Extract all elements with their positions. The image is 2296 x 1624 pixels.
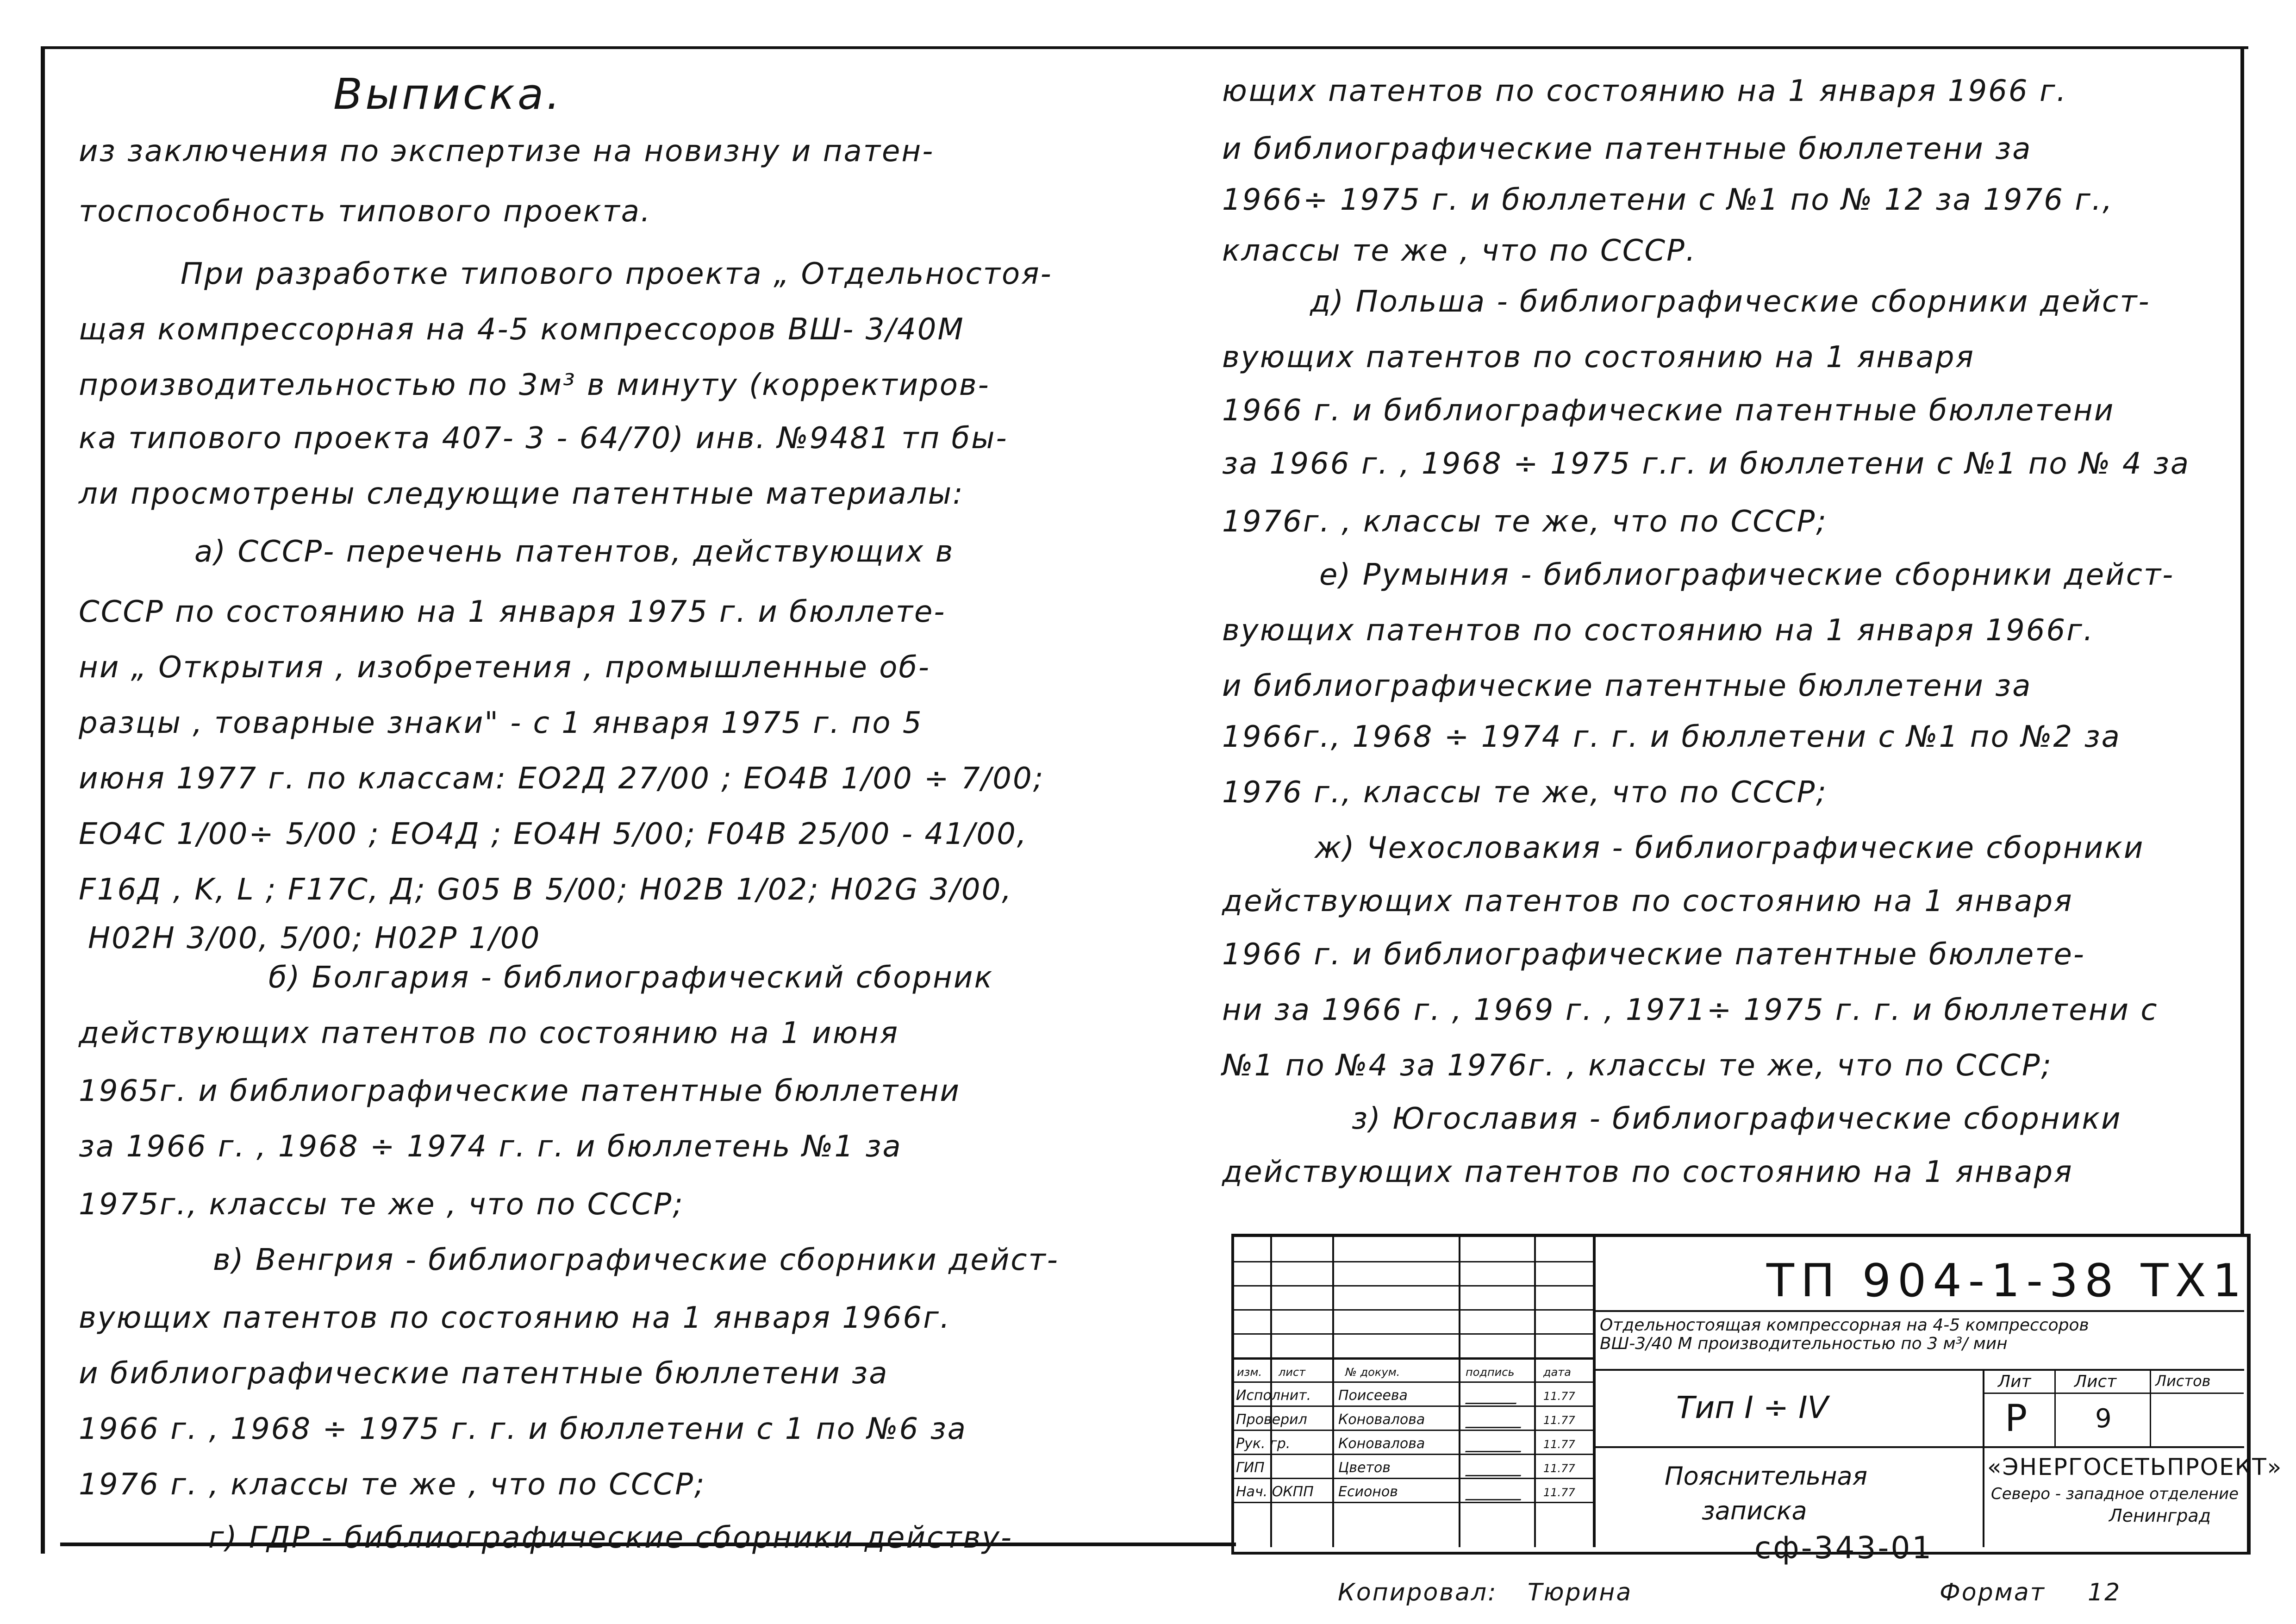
tb-date: 11.77 <box>1543 1462 1575 1475</box>
tb-grid-line <box>1234 1285 1593 1287</box>
text-line: з) Югославия - библиографические сборники <box>1352 1102 2122 1136</box>
text-line: ка типового проекта 407- 3 - 64/70) инв. №9481 тп бы- <box>79 421 1008 456</box>
text-line: за 1966 г. , 1968 ÷ 1975 г.г. и бюллетени с №1 по № 4 за <box>1222 447 2190 481</box>
sheet-value: 9 <box>2095 1404 2112 1434</box>
tb-role: Рук. гр. <box>1236 1436 1291 1452</box>
text-line: действующих патентов по состоянию на 1 июня <box>79 1016 899 1050</box>
tb-role: Исполнит. <box>1236 1387 1311 1404</box>
text-line: и библиографические патентные бюллетени за <box>1222 669 2032 703</box>
frame-right-border <box>2240 46 2244 1234</box>
text-line: 1975г., классы те же , что по СССР; <box>79 1187 684 1222</box>
sheets-header: Листов <box>2155 1372 2211 1390</box>
document-code: ТП 904-1-38 ТХ1 <box>1766 1255 2248 1307</box>
text-line: 1966г., 1968 ÷ 1974 г. г. и бюллетени с №1 по №2 за <box>1222 720 2121 754</box>
tb-grid-line <box>1234 1357 1593 1360</box>
tb-date: 11.77 <box>1543 1438 1575 1451</box>
tb-grid-line <box>1984 1393 2244 1394</box>
tb-grid-line <box>1234 1381 1593 1383</box>
copied-by-name: Тюрина <box>1528 1579 1633 1606</box>
text-line: ющих патентов по состоянию на 1 января 1966 г. <box>1222 74 2067 108</box>
text-line: и библиографические патентные бюллетени за <box>1222 132 2032 166</box>
type-label: Тип I ÷ IV <box>1676 1390 1828 1425</box>
tb-grid-line <box>1594 1446 2244 1448</box>
text-line: за 1966 г. , 1968 ÷ 1974 г. г. и бюллетень №1 за <box>79 1130 902 1164</box>
tb-name: Коновалова <box>1338 1412 1425 1428</box>
format-label: Формат <box>1940 1579 2046 1606</box>
signature <box>1465 1413 1526 1428</box>
tb-grid-line <box>1234 1478 1593 1479</box>
tb-grid-line <box>1332 1237 1334 1547</box>
tb-name: Есионов <box>1338 1484 1398 1500</box>
text-line: 1976 г., классы те же, что по СССР; <box>1222 775 1828 810</box>
tb-grid-line <box>1594 1369 2244 1371</box>
text-line: 1966 г. и библиографические патентные бюллетени <box>1222 394 2115 428</box>
tb-header-list: лист <box>1279 1366 1306 1379</box>
text-line: а) СССР- перечень патентов, действующих в <box>194 535 955 569</box>
text-line: июня 1977 г. по классам: ЕО2Д 27/00 ; ЕО4В 1/00 ÷ 7/00; <box>79 762 1045 796</box>
tb-header-doc: № докум. <box>1345 1366 1400 1379</box>
organization-city: Ленинград <box>2109 1505 2211 1526</box>
tb-grid-line <box>1234 1430 1593 1431</box>
document-heading: Выписка. <box>333 69 563 119</box>
text-line: классы те же , что по СССР. <box>1222 234 1697 268</box>
text-line: г) ГДР - библиографические сборники действу- <box>208 1521 1013 1555</box>
tb-date: 11.77 <box>1543 1486 1575 1499</box>
organization-name: «ЭНЕРГОСЕТЬПРОЕКТ» <box>1987 1454 2283 1480</box>
text-line: 1976г. , классы те же, что по СССР; <box>1222 505 1828 539</box>
stage-header: Лит <box>1998 1372 2031 1391</box>
title-block <box>1231 1234 2283 1555</box>
text-line: 1976 г. , классы те же , что по СССР; <box>79 1468 706 1502</box>
text-line: 1966÷ 1975 г. и бюллетени с №1 по № 12 за 1976 г., <box>1222 183 2114 217</box>
tb-role: Нач. ОКПП <box>1236 1484 1314 1500</box>
tb-grid-line <box>1234 1454 1593 1455</box>
text-line: действующих патентов по состоянию на 1 января <box>1222 884 2073 918</box>
signature <box>1465 1485 1526 1500</box>
signature <box>1465 1437 1526 1452</box>
tb-grid-line <box>2054 1369 2056 1446</box>
tb-grid-line <box>1983 1369 1984 1547</box>
project-description-line1: Отдельностоящая компрессорная на 4-5 компрессоров <box>1600 1316 2089 1335</box>
tb-grid-line <box>1234 1261 1593 1262</box>
text-line: из заключения по экспертизе на новизну и патен- <box>79 134 935 169</box>
text-line: разцы , товарные знаки" - с 1 января 1975 г. по 5 <box>79 706 923 740</box>
text-line: в) Венгрия - библиографические сборники дейст- <box>213 1243 1059 1277</box>
text-line: ни за 1966 г. , 1969 г. , 1971÷ 1975 г. г. и бюллетени с <box>1222 993 2159 1027</box>
document-name-line2: записка <box>1702 1496 1807 1525</box>
project-description-line2: ВШ-3/40 М производительностью по 3 м³/ мин <box>1600 1334 2008 1353</box>
tb-name: Цветов <box>1338 1460 1391 1476</box>
text-line: ЕО4С 1/00÷ 5/00 ; ЕО4Д ; ЕО4Н 5/00; F04B 25/00 - 41/00, <box>79 817 1028 851</box>
tb-header-date: дата <box>1543 1366 1571 1379</box>
document-name-line1: Пояснительная <box>1665 1462 1868 1491</box>
tb-grid-line <box>1459 1237 1460 1547</box>
text-line: тоспособность типового проекта. <box>79 194 652 229</box>
text-line: е) Румыния - библиографические сборники дейст- <box>1319 558 2175 592</box>
text-line: СССР по состоянию на 1 января 1975 г. и бюллете- <box>79 595 946 629</box>
tb-grid-line <box>1234 1333 1593 1335</box>
text-line: 1966 г. и библиографические патентные бюллете- <box>1222 937 2085 972</box>
text-line: H02H 3/00, 5/00; H02P 1/00 <box>88 921 541 956</box>
tb-date: 11.77 <box>1543 1390 1575 1403</box>
signature <box>1465 1389 1522 1404</box>
text-line: ли просмотрены следующие патентные материалы: <box>79 477 964 511</box>
text-line: 1966 г. , 1968 ÷ 1975 г. г. и бюллетени с 1 по №6 за <box>79 1412 967 1446</box>
tb-name: Поисеева <box>1338 1387 1408 1404</box>
tb-role: Проверил <box>1236 1412 1307 1428</box>
signature <box>1465 1461 1526 1476</box>
stage-value: Р <box>2005 1397 2028 1440</box>
text-line: вующих патентов по состоянию на 1 января 1966г. <box>1222 613 2095 648</box>
text-line: вующих патентов по состоянию на 1 января 1966г. <box>79 1301 951 1335</box>
text-line: действующих патентов по состоянию на 1 января <box>1222 1155 2073 1189</box>
text-line: д) Польша - библиографические сборники дейст- <box>1310 285 2151 319</box>
format-value: 12 <box>2088 1579 2121 1606</box>
tb-date: 11.77 <box>1543 1414 1575 1427</box>
text-line: щая компрессорная на 4-5 компрессоров ВШ- 3/40М <box>79 312 965 347</box>
tb-grid-line <box>1234 1309 1593 1311</box>
text-line: 1965г. и библиографические патентные бюллетени <box>79 1074 961 1108</box>
text-line: №1 по №4 за 1976г. , классы те же, что по СССР; <box>1222 1049 2053 1083</box>
tb-grid-line <box>2150 1369 2151 1446</box>
tb-grid-line <box>1593 1237 1596 1547</box>
tb-grid-line <box>1594 1310 2244 1312</box>
text-line: ни „ Открытия , изобретения , промышленные об- <box>79 650 930 685</box>
text-line: и библиографические патентные бюллетени за <box>79 1356 889 1391</box>
tb-grid-line <box>1234 1502 1593 1503</box>
text-line: F16Д , K, L ; F17C, Д; G05 B 5/00; H02B 1/02; H02G 3/00, <box>79 873 1013 907</box>
tb-role: ГИП <box>1236 1460 1265 1476</box>
text-line: вующих патентов по состоянию на 1 января <box>1222 340 1975 375</box>
tb-name: Коновалова <box>1338 1436 1425 1452</box>
text-line: ж) Чехословакия - библиографические сборники <box>1315 831 2145 865</box>
text-line: При разработке типового проекта „ Отдельностоя- <box>181 257 1053 291</box>
sheet-header: Лист <box>2074 1372 2117 1391</box>
tb-grid-line <box>1534 1237 1536 1547</box>
tb-header-sign: подпись <box>1466 1366 1515 1379</box>
copied-by-label: Копировал: <box>1338 1579 1497 1606</box>
organization-branch: Северо - западное отделение <box>1991 1485 2239 1503</box>
tb-grid-line <box>1234 1405 1593 1407</box>
text-line: б) Болгария - библиографический сборник <box>268 961 994 995</box>
tb-header-izm: изм. <box>1237 1366 1262 1379</box>
archive-number: сф-343-01 <box>1754 1530 1934 1566</box>
text-line: производительностью по 3м³ в минуту (корректиров- <box>79 368 990 402</box>
